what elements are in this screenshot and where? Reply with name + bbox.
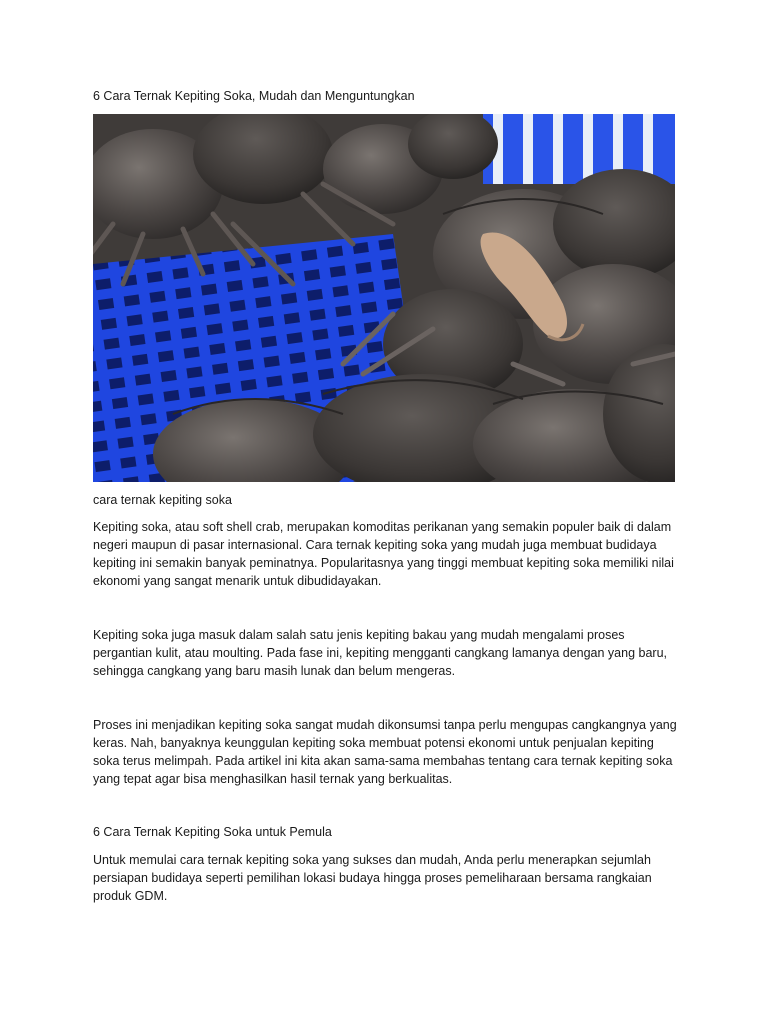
paragraph-4: Untuk memulai cara ternak kepiting soka yang sukses dan mudah, Anda perlu menerapkan sejumlah persiapan budidaya seperti pemilihan lokasi budaya hingga proses pemeliharaan bersama rangkaian produk GDM. <box>93 853 652 903</box>
paragraph-2: Kepiting soka juga masuk dalam salah satu jenis kepiting bakau yang mudah mengalami proses pergantian kulit, atau moulting. Pada fase ini, kepiting mengganti cangkang lamanya dengan yang baru, sehingga cangkang yang baru masih lunak dan belum mengeras. <box>93 628 667 678</box>
crab-photo <box>93 114 675 482</box>
article-title: 6 Cara Ternak Kepiting Soka, Mudah dan Menguntungkan <box>93 89 415 103</box>
crab-photo-illustration <box>93 114 675 482</box>
section-heading: 6 Cara Ternak Kepiting Soka untuk Pemula <box>93 825 332 839</box>
paragraph-3: Proses ini menjadikan kepiting soka sangat mudah dikonsumsi tanpa perlu mengupas cangkangnya yang keras. Nah, banyaknya keunggulan kepiting soka membuat potensi ekonomi untuk penjualan kepiting soka terus melimpah. Pada artikel ini kita akan sama-sama membahas tentang cara ternak kepiting soka yang tepat agar bisa menghasilkan hasil ternak yang berkualitas. <box>93 718 677 786</box>
image-caption: cara ternak kepiting soka <box>93 493 232 507</box>
paragraph-1: Kepiting soka, atau soft shell crab, merupakan komoditas perikanan yang semakin populer baik di dalam negeri maupun di pasar internasional. Cara ternak kepiting soka yang mudah juga membuat budidaya kepiting ini semakin banyak peminatnya. Popularitasnya yang tinggi membuat kepiting soka memiliki nilai ekonomi yang sangat menarik untuk dibudidayakan. <box>93 520 674 588</box>
